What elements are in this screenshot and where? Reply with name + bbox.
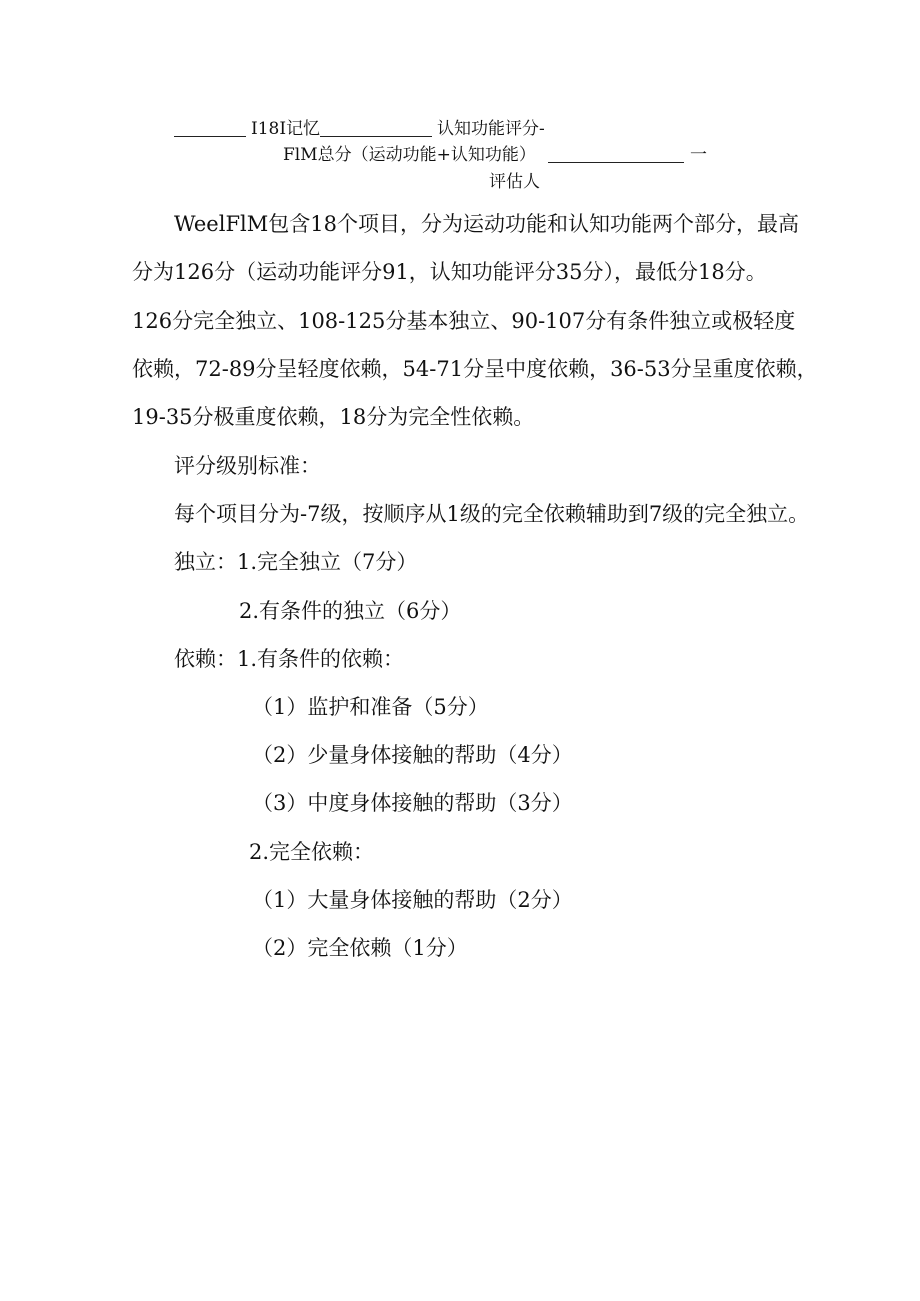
intro-line-1: WeelFlM包含18个项目，分为运动功能和认知功能两个部分，最高 xyxy=(174,212,799,236)
blank-line-fim-total xyxy=(548,162,684,163)
intro-line-5: 19-35分极重度依赖，18分为完全性依赖。 xyxy=(132,405,535,429)
dependent-item-total: （2）完全依赖（1分） xyxy=(252,936,468,960)
dependent-item-minimal-contact: （2）少量身体接触的帮助（4分） xyxy=(252,743,573,767)
independent-level-1: 独立：1.完全独立（7分） xyxy=(174,550,418,574)
standard-description: 每个项目分为-7级，按顺序从1级的完全依赖辅助到7级的完全独立。 xyxy=(174,502,810,526)
intro-line-4: 依赖，72-89分呈轻度依赖，54-71分呈中度依赖，36-53分呈重度依赖， xyxy=(132,357,818,381)
memory-score-label: I18I记忆 xyxy=(251,119,321,139)
assessor-label: 评估人 xyxy=(489,172,540,192)
fim-total-end: 一 xyxy=(690,145,707,165)
dependent-item-supervision: （1）监护和准备（5分） xyxy=(252,695,489,719)
blank-line-memory xyxy=(174,136,246,137)
dependent-level-2: 2.完全依赖： xyxy=(249,840,375,864)
dependent-item-moderate-contact: （3）中度身体接触的帮助（3分） xyxy=(252,791,573,815)
independent-level-2: 2.有条件的独立（6分） xyxy=(239,599,462,623)
dependent-item-maximal-contact: （1）大量身体接触的帮助（2分） xyxy=(252,888,573,912)
standard-heading: 评分级别标准： xyxy=(174,454,321,478)
intro-line-3: 126分完全独立、108-125分基本独立、90-107分有条件独立或极轻度 xyxy=(132,309,796,333)
intro-line-2: 分为126分（运动功能评分91，认知功能评分35分），最低分18分。 xyxy=(132,260,767,284)
fim-total-label: FlM总分（运动功能+认知功能） xyxy=(283,145,536,165)
cognitive-score-label: 认知功能评分- xyxy=(437,119,545,139)
blank-line-memory-score xyxy=(320,136,432,137)
dependent-level-1: 依赖：1.有条件的依赖： xyxy=(174,647,405,671)
